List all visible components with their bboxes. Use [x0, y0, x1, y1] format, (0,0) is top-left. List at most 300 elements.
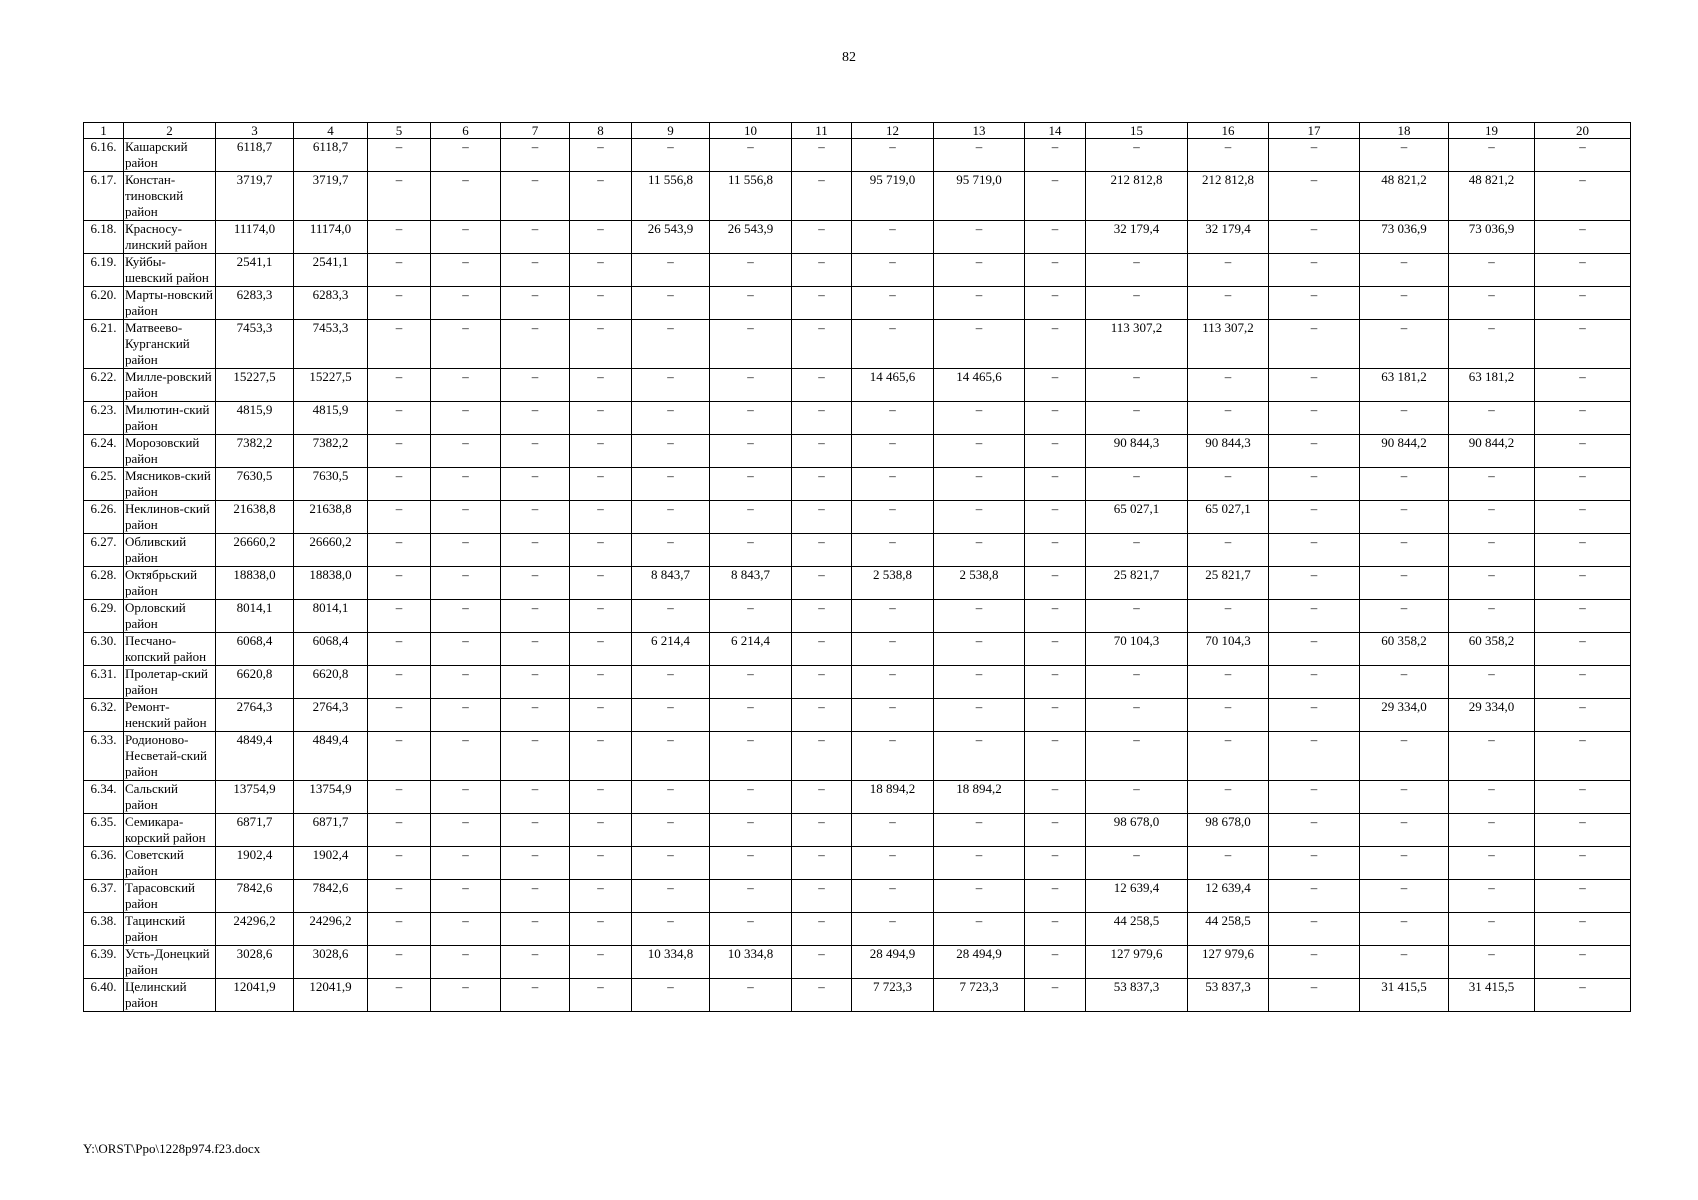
row-number-cell: 6.40. — [84, 979, 124, 1012]
table-cell: – — [934, 254, 1025, 287]
table-cell: – — [792, 979, 852, 1012]
district-name-cell: Неклинов-ский район — [124, 501, 216, 534]
table-cell: – — [501, 633, 570, 666]
table-cell: – — [368, 320, 431, 369]
table-cell: – — [1025, 402, 1086, 435]
table-cell: – — [501, 468, 570, 501]
table-cell: – — [570, 254, 632, 287]
table-cell: – — [1188, 369, 1269, 402]
table-cell: 12 639,4 — [1086, 880, 1188, 913]
table-cell: 6283,3 — [294, 287, 368, 320]
table-cell: – — [792, 732, 852, 781]
table-cell: – — [1025, 534, 1086, 567]
table-cell: – — [1360, 320, 1449, 369]
row-number-cell: 6.32. — [84, 699, 124, 732]
table-row — [84, 287, 1631, 320]
table-cell: – — [431, 946, 501, 979]
table-cell: – — [1188, 287, 1269, 320]
table-cell: – — [1188, 534, 1269, 567]
table-cell: – — [1535, 468, 1631, 501]
table-cell: – — [852, 534, 934, 567]
table-cell: 26660,2 — [294, 534, 368, 567]
table-cell: – — [501, 369, 570, 402]
table-cell: – — [1535, 880, 1631, 913]
table-cell: – — [1025, 732, 1086, 781]
table-cell: 7842,6 — [294, 880, 368, 913]
row-number-cell: 6.33. — [84, 732, 124, 781]
table-cell: – — [1086, 369, 1188, 402]
table-cell: – — [1535, 699, 1631, 732]
table-cell: – — [1449, 913, 1535, 946]
table-cell: – — [1269, 221, 1360, 254]
table-cell: – — [1269, 468, 1360, 501]
column-header-3: 3 — [216, 123, 294, 139]
table-cell: – — [1449, 567, 1535, 600]
table-cell: – — [632, 814, 710, 847]
district-name-cell: Куйбы-шевский район — [124, 254, 216, 287]
table-cell: 4849,4 — [216, 732, 294, 781]
table-cell: – — [501, 699, 570, 732]
table-cell: 1902,4 — [294, 847, 368, 880]
table-cell: – — [1188, 699, 1269, 732]
row-number-cell: 6.27. — [84, 534, 124, 567]
table-cell: 11174,0 — [216, 221, 294, 254]
table-cell: – — [570, 221, 632, 254]
table-cell: 26 543,9 — [710, 221, 792, 254]
table-cell: – — [1360, 732, 1449, 781]
table-cell: – — [1360, 880, 1449, 913]
row-number-cell: 6.35. — [84, 814, 124, 847]
table-cell: – — [570, 732, 632, 781]
table-cell: – — [1188, 402, 1269, 435]
table-cell: – — [431, 534, 501, 567]
table-cell: – — [570, 320, 632, 369]
table-cell: – — [710, 320, 792, 369]
table-cell: – — [1188, 468, 1269, 501]
table-cell: 4849,4 — [294, 732, 368, 781]
table-cell: – — [1086, 600, 1188, 633]
table-row — [84, 534, 1631, 567]
table-cell: – — [710, 732, 792, 781]
table-cell: – — [368, 435, 431, 468]
table-cell: 53 837,3 — [1188, 979, 1269, 1012]
table-cell: – — [632, 139, 710, 172]
table-cell: 24296,2 — [216, 913, 294, 946]
table-cell: 18 894,2 — [852, 781, 934, 814]
table-cell: – — [431, 501, 501, 534]
table-cell: – — [431, 402, 501, 435]
row-number-cell: 6.39. — [84, 946, 124, 979]
table-cell: – — [710, 369, 792, 402]
table-row — [84, 172, 1631, 221]
table-cell: – — [570, 287, 632, 320]
table-row — [84, 254, 1631, 287]
table-cell: – — [1449, 600, 1535, 633]
table-cell: – — [792, 880, 852, 913]
table-cell: – — [710, 880, 792, 913]
table-cell: 65 027,1 — [1188, 501, 1269, 534]
table-cell: 6068,4 — [294, 633, 368, 666]
row-number-cell: 6.31. — [84, 666, 124, 699]
table-cell: 18838,0 — [216, 567, 294, 600]
table-cell: – — [1188, 847, 1269, 880]
table-cell: – — [431, 139, 501, 172]
table-cell: – — [1269, 320, 1360, 369]
table-cell: – — [1449, 254, 1535, 287]
column-header-2: 2 — [124, 123, 216, 139]
table-cell: 11174,0 — [294, 221, 368, 254]
table-cell: – — [1188, 781, 1269, 814]
table-cell: – — [792, 435, 852, 468]
table-cell: – — [852, 139, 934, 172]
row-number-cell: 6.24. — [84, 435, 124, 468]
table-cell: – — [710, 979, 792, 1012]
table-cell: – — [368, 254, 431, 287]
table-cell: – — [431, 732, 501, 781]
table-cell: – — [1360, 254, 1449, 287]
table-cell: – — [1086, 847, 1188, 880]
table-cell: 6118,7 — [294, 139, 368, 172]
table-cell: – — [501, 781, 570, 814]
table-cell: – — [852, 847, 934, 880]
table-cell: – — [1360, 781, 1449, 814]
page-number: 82 — [842, 50, 856, 65]
table-cell: – — [1269, 567, 1360, 600]
table-cell: – — [431, 221, 501, 254]
table-cell: – — [1188, 254, 1269, 287]
table-cell: – — [431, 600, 501, 633]
column-header-1: 1 — [84, 123, 124, 139]
table-cell: 53 837,3 — [1086, 979, 1188, 1012]
table-cell: – — [1025, 435, 1086, 468]
table-cell: – — [1360, 287, 1449, 320]
footer-file-path: Y:\ORST\Ppo\1228p974.f23.docx — [83, 1141, 261, 1156]
table-cell: – — [792, 534, 852, 567]
table-cell: – — [1188, 600, 1269, 633]
table-cell: – — [852, 221, 934, 254]
table-cell: – — [431, 699, 501, 732]
table-cell: – — [1025, 946, 1086, 979]
district-name-cell: Октябрьский район — [124, 567, 216, 600]
row-number-cell: 6.23. — [84, 402, 124, 435]
table-cell: – — [934, 913, 1025, 946]
table-cell: – — [934, 320, 1025, 369]
table-cell: – — [1449, 287, 1535, 320]
table-cell: – — [1535, 600, 1631, 633]
district-name-cell: Матвеево-Курганский район — [124, 320, 216, 369]
district-name-cell: Советский район — [124, 847, 216, 880]
table-cell: – — [570, 699, 632, 732]
table-cell: 3028,6 — [294, 946, 368, 979]
table-cell: – — [501, 880, 570, 913]
table-cell: – — [1535, 287, 1631, 320]
table-cell: – — [1025, 600, 1086, 633]
table-cell: 63 181,2 — [1360, 369, 1449, 402]
table-cell: – — [1269, 534, 1360, 567]
table-row — [84, 814, 1631, 847]
table-cell: – — [501, 501, 570, 534]
table-cell: – — [501, 320, 570, 369]
table-cell: 7382,2 — [294, 435, 368, 468]
district-name-cell: Усть-Донецкий район — [124, 946, 216, 979]
table-cell: – — [1086, 732, 1188, 781]
table-cell: 6620,8 — [216, 666, 294, 699]
table-cell: – — [1269, 139, 1360, 172]
table-cell: – — [1086, 254, 1188, 287]
table-cell: 48 821,2 — [1449, 172, 1535, 221]
column-header-14: 14 — [1025, 123, 1086, 139]
row-number-cell: 6.29. — [84, 600, 124, 633]
table-cell: – — [852, 633, 934, 666]
table-cell: – — [1449, 847, 1535, 880]
table-cell: 2764,3 — [294, 699, 368, 732]
table-cell: 6068,4 — [216, 633, 294, 666]
table-cell: – — [1360, 600, 1449, 633]
table-cell: – — [431, 320, 501, 369]
column-header-16: 16 — [1188, 123, 1269, 139]
table-cell: – — [1086, 287, 1188, 320]
table-cell: – — [792, 847, 852, 880]
table-cell: – — [570, 600, 632, 633]
district-name-cell: Целинский район — [124, 979, 216, 1012]
table-cell: – — [792, 254, 852, 287]
district-name-cell: Обливский район — [124, 534, 216, 567]
table-cell: – — [1535, 979, 1631, 1012]
table-cell: – — [1086, 699, 1188, 732]
table-cell: 21638,8 — [216, 501, 294, 534]
table-cell: 2541,1 — [216, 254, 294, 287]
table-cell: 14 465,6 — [934, 369, 1025, 402]
table-cell: 25 821,7 — [1188, 567, 1269, 600]
table-cell: 98 678,0 — [1086, 814, 1188, 847]
table-cell: 212 812,8 — [1086, 172, 1188, 221]
table-cell: – — [710, 847, 792, 880]
district-name-cell: Сальский район — [124, 781, 216, 814]
table-cell: – — [501, 732, 570, 781]
table-cell: – — [1360, 501, 1449, 534]
table-cell: – — [1535, 633, 1631, 666]
table-cell: – — [934, 501, 1025, 534]
table-cell: – — [431, 287, 501, 320]
table-cell: – — [501, 567, 570, 600]
table-cell: – — [431, 435, 501, 468]
table-cell: – — [570, 814, 632, 847]
table-cell: – — [431, 567, 501, 600]
table-cell: – — [852, 402, 934, 435]
table-cell: 8 843,7 — [710, 567, 792, 600]
district-name-cell: Милле-ровский район — [124, 369, 216, 402]
table-cell: – — [1269, 254, 1360, 287]
table-cell: – — [1535, 139, 1631, 172]
table-cell: – — [501, 172, 570, 221]
table-cell: – — [632, 402, 710, 435]
table-cell: 98 678,0 — [1188, 814, 1269, 847]
table-cell: – — [1535, 814, 1631, 847]
table-cell: – — [852, 732, 934, 781]
table-cell: – — [632, 320, 710, 369]
table-cell: – — [710, 287, 792, 320]
district-name-cell: Мясников-ский район — [124, 468, 216, 501]
table-cell: – — [852, 254, 934, 287]
table-cell: – — [431, 880, 501, 913]
table-cell: – — [431, 633, 501, 666]
table-cell: – — [632, 979, 710, 1012]
column-header-9: 9 — [632, 123, 710, 139]
table-cell: – — [1449, 781, 1535, 814]
table-cell: – — [1025, 172, 1086, 221]
table-cell: – — [570, 666, 632, 699]
table-cell: – — [852, 287, 934, 320]
table-row — [84, 139, 1631, 172]
table-cell: 6283,3 — [216, 287, 294, 320]
table-cell: – — [934, 287, 1025, 320]
table-cell: – — [1269, 979, 1360, 1012]
table-cell: – — [792, 633, 852, 666]
table-cell: 60 358,2 — [1360, 633, 1449, 666]
table-cell: – — [1535, 254, 1631, 287]
table-cell: 8014,1 — [216, 600, 294, 633]
table-row — [84, 880, 1631, 913]
table-cell: – — [501, 847, 570, 880]
table-cell: 7382,2 — [216, 435, 294, 468]
table-cell: 7453,3 — [216, 320, 294, 369]
table-cell: – — [1269, 946, 1360, 979]
table-cell: – — [1449, 402, 1535, 435]
table-cell: – — [501, 814, 570, 847]
table-cell: – — [1025, 847, 1086, 880]
table-cell: – — [501, 402, 570, 435]
district-name-cell: Констан-тиновский район — [124, 172, 216, 221]
table-cell: – — [852, 501, 934, 534]
table-cell: – — [632, 732, 710, 781]
table-cell: – — [934, 435, 1025, 468]
district-name-cell: Орловский район — [124, 600, 216, 633]
table-cell: – — [570, 501, 632, 534]
table-cell: – — [792, 781, 852, 814]
table-row — [84, 402, 1631, 435]
row-number-cell: 6.22. — [84, 369, 124, 402]
row-number-cell: 6.36. — [84, 847, 124, 880]
table-cell: – — [792, 814, 852, 847]
table-cell: – — [710, 699, 792, 732]
table-cell: 12041,9 — [216, 979, 294, 1012]
table-cell: – — [710, 600, 792, 633]
table-cell: – — [1269, 501, 1360, 534]
district-name-cell: Кашарский район — [124, 139, 216, 172]
table-cell: – — [1269, 913, 1360, 946]
table-cell: 14 465,6 — [852, 369, 934, 402]
table-cell: – — [1360, 139, 1449, 172]
table-cell: – — [852, 666, 934, 699]
table-cell: 29 334,0 — [1360, 699, 1449, 732]
table-cell: – — [1360, 946, 1449, 979]
table-cell: – — [501, 666, 570, 699]
table-cell: – — [792, 913, 852, 946]
table-cell: 7 723,3 — [934, 979, 1025, 1012]
table-cell: – — [570, 847, 632, 880]
table-cell: – — [1449, 946, 1535, 979]
table-cell: – — [1535, 369, 1631, 402]
table-cell: – — [1188, 139, 1269, 172]
district-name-cell: Тацинский район — [124, 913, 216, 946]
table-cell: – — [1025, 814, 1086, 847]
table-row — [84, 633, 1631, 666]
table-cell: 70 104,3 — [1086, 633, 1188, 666]
table-row — [84, 320, 1631, 369]
table-cell: 48 821,2 — [1360, 172, 1449, 221]
table-cell: – — [632, 468, 710, 501]
table-cell: – — [368, 468, 431, 501]
table-cell: 28 494,9 — [852, 946, 934, 979]
district-name-cell: Марты-новский район — [124, 287, 216, 320]
table-cell: – — [431, 172, 501, 221]
table-cell: – — [632, 369, 710, 402]
row-number-cell: 6.38. — [84, 913, 124, 946]
table-cell: – — [1269, 172, 1360, 221]
table-cell: 113 307,2 — [1188, 320, 1269, 369]
table-cell: 15227,5 — [294, 369, 368, 402]
table-cell: – — [570, 435, 632, 468]
table-cell: – — [1269, 781, 1360, 814]
table-cell: – — [1360, 913, 1449, 946]
table-cell: – — [1535, 913, 1631, 946]
table-cell: – — [1025, 468, 1086, 501]
table-cell: – — [501, 435, 570, 468]
table-row — [84, 567, 1631, 600]
table-cell: 65 027,1 — [1086, 501, 1188, 534]
table-cell: – — [1086, 666, 1188, 699]
table-cell: – — [934, 699, 1025, 732]
table-cell: – — [368, 287, 431, 320]
table-cell: 10 334,8 — [710, 946, 792, 979]
table-cell: – — [1269, 847, 1360, 880]
table-cell: – — [1025, 369, 1086, 402]
table-cell: – — [1025, 287, 1086, 320]
data-table — [83, 122, 1631, 1012]
table-cell: – — [1025, 880, 1086, 913]
table-cell: 7453,3 — [294, 320, 368, 369]
table-row — [84, 781, 1631, 814]
table-cell: – — [792, 139, 852, 172]
table-cell: – — [368, 814, 431, 847]
column-header-8: 8 — [570, 123, 632, 139]
table-cell: – — [792, 320, 852, 369]
table-cell: 26 543,9 — [632, 221, 710, 254]
table-cell: – — [632, 600, 710, 633]
table-cell: – — [1535, 732, 1631, 781]
district-name-cell: Милютин-ский район — [124, 402, 216, 435]
table-row — [84, 946, 1631, 979]
table-cell: 4815,9 — [216, 402, 294, 435]
table-cell: 7630,5 — [216, 468, 294, 501]
row-number-cell: 6.28. — [84, 567, 124, 600]
table-cell: – — [1449, 501, 1535, 534]
table-cell: – — [934, 847, 1025, 880]
column-header-12: 12 — [852, 123, 934, 139]
table-cell: – — [368, 221, 431, 254]
table-cell: – — [1449, 880, 1535, 913]
table-cell: 113 307,2 — [1086, 320, 1188, 369]
table-cell: – — [368, 402, 431, 435]
table-cell: – — [632, 913, 710, 946]
table-cell: 2541,1 — [294, 254, 368, 287]
column-header-13: 13 — [934, 123, 1025, 139]
column-header-15: 15 — [1086, 123, 1188, 139]
table-cell: – — [368, 946, 431, 979]
table-cell: – — [1535, 534, 1631, 567]
table-cell: – — [934, 880, 1025, 913]
table-cell: 95 719,0 — [852, 172, 934, 221]
